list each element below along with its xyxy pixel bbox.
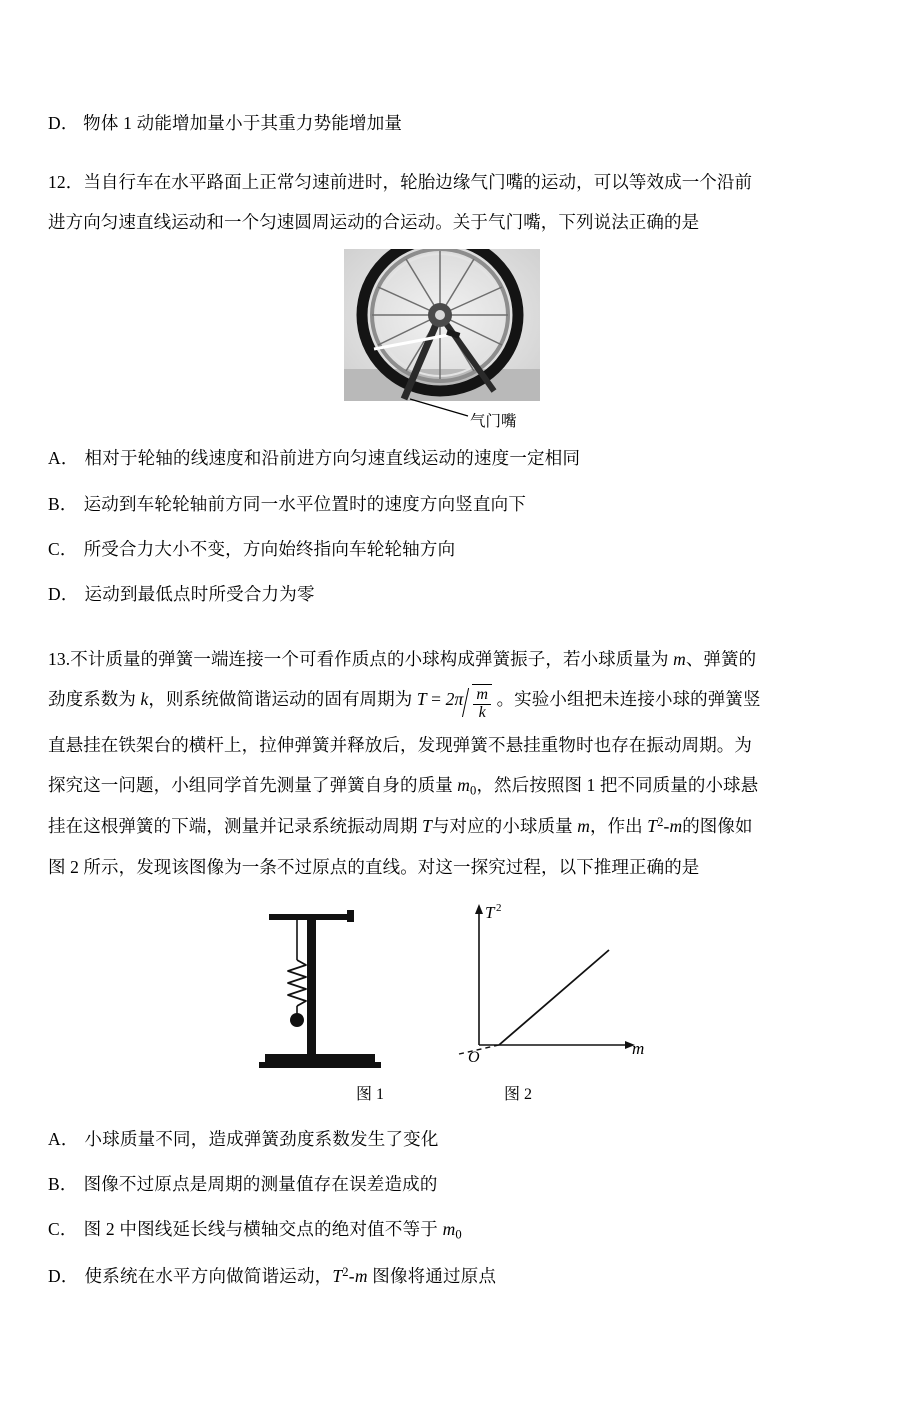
option-text: 使系统在水平方向做简谐运动， [84, 1266, 333, 1286]
stem-text: 探究这一问题，小组同学首先测量了弹簧自身的质量 [48, 775, 453, 796]
question-13-option-a [48, 1126, 840, 1153]
option-label: B． [48, 1173, 78, 1194]
symbol-m0-subscript: 0 [470, 783, 477, 798]
stem-text: 挂在这根弹簧的下端，测量并记录系统振动周期 [48, 816, 418, 837]
symbol-T2-exponent: 2 [657, 815, 664, 830]
formula-sqrt [463, 684, 492, 723]
formula-T: T [416, 689, 427, 709]
question-13-stem-line-4 [48, 768, 840, 803]
symbol-m0: m [442, 1218, 456, 1239]
stem-text: 不计质量的弹簧一端连接一个可看作质点的小球构成弹簧振子，若小球质量为 [70, 648, 669, 669]
symbol-T2-exponent: 2 [342, 1264, 349, 1279]
formula-numerator: m [476, 686, 489, 704]
symbol-T2: T [332, 1266, 343, 1286]
option-label: A． [48, 448, 79, 469]
stem-text: 的图像如 [682, 816, 753, 837]
question-12-stem-text-1: 当自行车在水平路面上正常匀速前进时，轮胎边缘气门嘴的运动，可以等效成一个沿前 [83, 172, 753, 193]
svg-text:T: T [485, 902, 495, 922]
symbol-T2: T [647, 816, 658, 837]
stem-text: 。实验小组把未连接小球的弹簧竖 [496, 689, 761, 709]
option-text: 图 2 中图线延长线与横轴交点的绝对值不等于 [83, 1218, 438, 1239]
figure-2-caption: 图 2 [504, 1085, 533, 1103]
question-13-figures [48, 902, 840, 1077]
stem-text: 图 2 所示，发现该图像为一条不过原点的直线。对这一探究过程，以下推理正确的是 [48, 856, 700, 877]
stem-text: ，则系统做简谐运动的固有周期为 [148, 689, 413, 709]
question-12-option-a [48, 445, 840, 472]
question-12 [48, 165, 840, 608]
question-13 [48, 642, 840, 1290]
formula-denominator: k [473, 704, 491, 722]
formula-equals: = [431, 689, 442, 709]
valve-label-text: 气门嘴 [470, 413, 517, 431]
figure-1-caption: 图 1 [355, 1085, 384, 1103]
option-label: D． [48, 583, 79, 604]
option-label: A． [48, 1128, 79, 1149]
stem-text: 直悬挂在铁架台的横杆上，拉伸弹簧并释放后，发现弹簧不悬挂重物时也存在振动周期。为 [48, 735, 752, 756]
figure-bicycle-wheel-wrap [48, 249, 840, 439]
option-label: D． [48, 113, 79, 133]
question-12-option-c [48, 536, 840, 563]
question-13-stem-line-3 [48, 728, 840, 762]
question-12-stem-text-2: 进方向匀速直线运动和一个匀速圆周运动的合运动。关于气门嘴，下列说法正确的是 [48, 212, 700, 233]
bicycle-photo [344, 249, 540, 401]
question-12-stem-line-1 [48, 165, 840, 199]
option-text: 相对于轮轴的线速度和沿前进方向匀速直线运动的速度一定相同 [84, 448, 581, 469]
question-13-option-d [48, 1263, 840, 1290]
option-label: D． [48, 1266, 79, 1286]
figure-captions [48, 1081, 840, 1104]
question-12-stem-line-2 [48, 205, 840, 239]
option-text: 物体 1 动能增加量小于其重力势能增加量 [83, 113, 403, 133]
figure-2-graph [443, 902, 653, 1077]
formula-two-pi: 2π [445, 689, 464, 709]
question-13-stem-line-2 [48, 682, 840, 722]
symbol-dash-m: -m [663, 816, 683, 837]
option-text: 小球质量不同，造成弹簧劲度系数发生了变化 [84, 1128, 439, 1149]
option-d-q11 [48, 110, 840, 137]
symbol-m0-subscript: 0 [455, 1227, 462, 1242]
option-label: B． [48, 493, 78, 514]
question-13-stem-line-1 [48, 642, 840, 676]
formula-period [416, 686, 497, 722]
question-13-stem-line-5 [48, 809, 840, 843]
option-text: 运动到最低点时所受合力为零 [84, 583, 315, 604]
option-text-2: 图像将通过原点 [372, 1266, 497, 1286]
symbol-T: T [422, 816, 432, 837]
leader-line-icon [408, 397, 482, 419]
option-text: 图像不过原点是周期的测量值存在误差造成的 [83, 1173, 438, 1194]
option-text: 运动到车轮轮轴前方同一水平位置时的速度方向竖直向下 [83, 493, 527, 514]
bicycle-wheel-illustration [344, 249, 540, 401]
question-13-option-c [48, 1216, 840, 1245]
question-12-number: 12． [48, 172, 84, 193]
stem-text: 劲度系数为 [48, 689, 136, 709]
stem-text: 与对应的小球质量 [431, 816, 573, 837]
option-text: 所受合力大小不变，方向始终指向车轮轮轴方向 [83, 538, 456, 559]
figure-1-spring-stand [235, 902, 405, 1077]
question-13-stem-line-6 [48, 850, 840, 884]
symbol-m0: m [457, 775, 471, 796]
symbol-m: m [673, 648, 686, 669]
svg-text:m: m [632, 1038, 645, 1058]
stem-text: 、弹簧的 [685, 648, 757, 669]
option-label: C． [48, 1218, 78, 1239]
figure-valve-caption [470, 409, 517, 431]
formula-fraction [473, 687, 491, 722]
svg-text:2: 2 [496, 901, 502, 914]
question-13-number: 13. [48, 648, 71, 669]
figure-bicycle-wheel [344, 249, 544, 439]
option-label: C． [48, 538, 78, 559]
stem-text: ，然后按照图 1 把不同质量的小球悬 [476, 775, 759, 796]
question-12-option-b [48, 491, 840, 518]
question-12-option-d [48, 581, 840, 608]
symbol-m: m [577, 816, 590, 837]
question-13-option-b [48, 1171, 840, 1198]
symbol-k: k [140, 689, 149, 709]
symbol-dash-m: -m [348, 1266, 368, 1286]
svg-text:O: O [468, 1048, 480, 1066]
stem-text: ，作出 [589, 816, 643, 837]
